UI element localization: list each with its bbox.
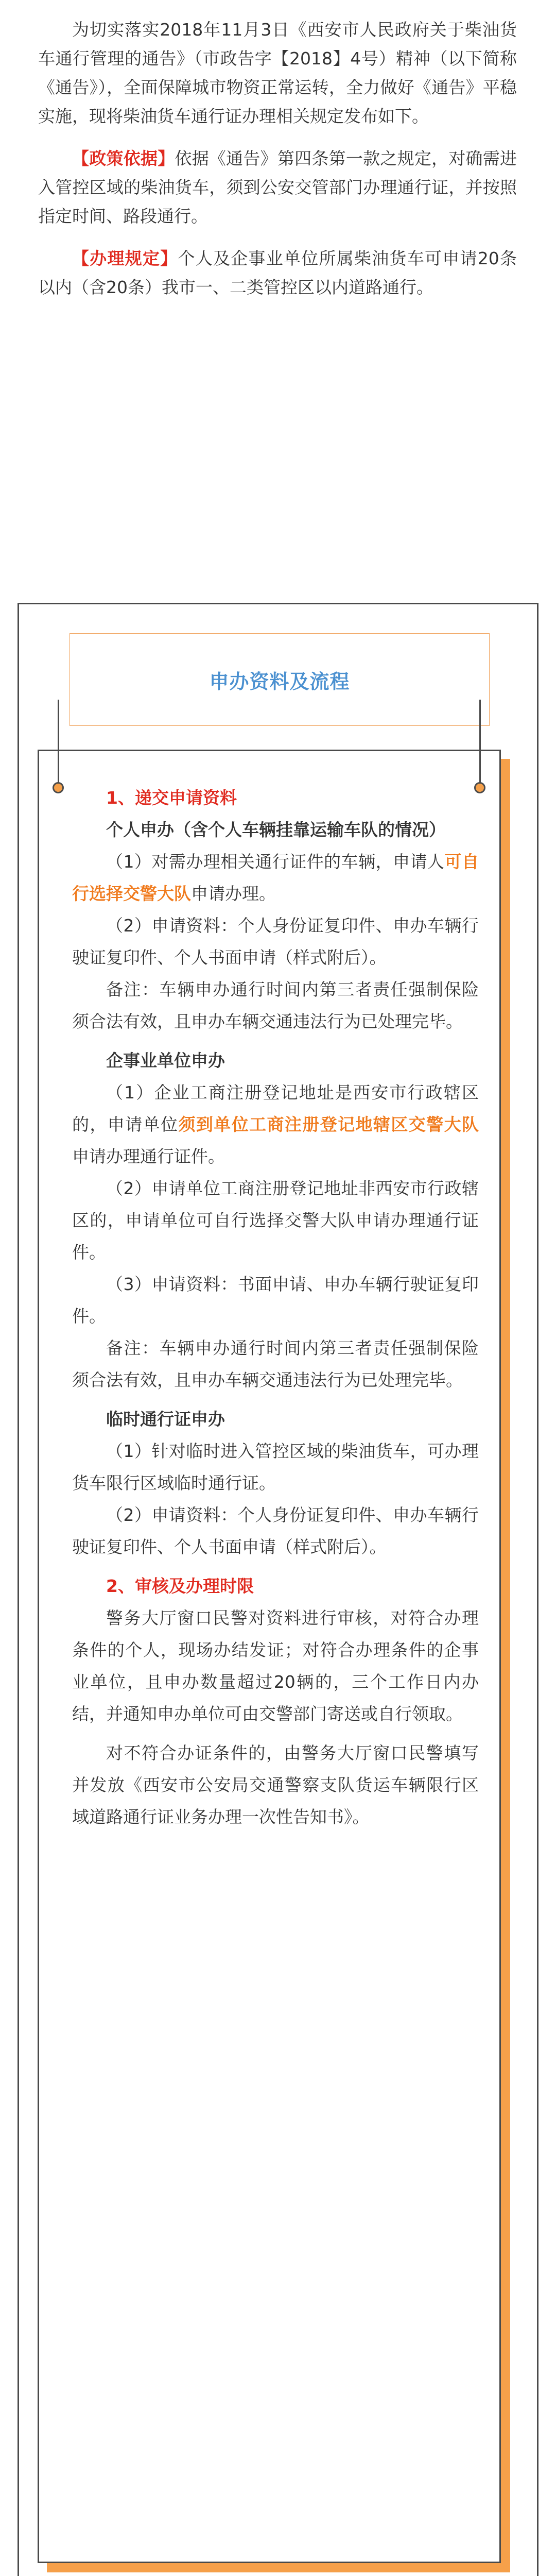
handling-rules-paragraph: [38, 244, 517, 302]
process-frame: [18, 603, 538, 2576]
enterprise-item-1: [72, 1077, 479, 1173]
pin-stem-right: [479, 700, 481, 783]
personal-item-2: （2）申请资料：个人身份证复印件、申办车辆行驶证复印件、个人书面申请（样式附后）。: [72, 916, 479, 968]
section-title: 申办资料及流程: [209, 670, 350, 693]
personal-item-1: [72, 846, 479, 910]
heading-review-time-limit: 2、审核及办理时限: [106, 1576, 254, 1596]
enterprise-item-1-text: （1）企业工商注册登记地址是西安市行政辖区的，申请单位: [72, 1082, 479, 1134]
pin-stem-left: [58, 700, 59, 783]
enterprise-item-1-highlight: 须到单位工商注册登记地辖区交警大队: [178, 1114, 479, 1134]
review-paragraph-2: 对不符合办证条件的，由警务大厅窗口民警填写并发放《西安市公安局交通警察支队货运车辆限行区域道路通行证业务办理一次性告知书》。: [72, 1743, 479, 1827]
policy-basis-text: 依据《通告》第四条第一款之规定，对确需进入管控区域的柴油货车，须到公安交管部门办理通行证，并按照指定时间、路段通行。: [38, 148, 517, 226]
heading-personal-application: 个人申办（含个人车辆挂靠运输车队的情况）: [106, 820, 446, 840]
heading-enterprise-application: 企事业单位申办: [106, 1050, 225, 1071]
enterprise-item-1-tail: 申请办理通行证件。: [72, 1146, 225, 1166]
intro-section: [38, 15, 517, 315]
personal-item-1-tail: 申请办理。: [191, 884, 276, 904]
enterprise-item-3: （3）申请资料：书面申请、申办车辆行驶证复印件。: [72, 1274, 479, 1326]
section-title-box: [70, 633, 490, 726]
handling-rules-tag: 【办理规定】: [72, 248, 178, 268]
policy-basis-paragraph: [38, 144, 517, 231]
personal-note: 备注：车辆申办通行时间内第三者责任强制保险须合法有效，且申办车辆交通违法行为已处理完毕。: [72, 979, 479, 1031]
heading-temporary-permit: 临时通行证申办: [106, 1409, 225, 1429]
enterprise-note: 备注：车辆申办通行时间内第三者责任强制保险须合法有效，且申办车辆交通违法行为已处理完毕。: [72, 1338, 479, 1390]
temporary-item-1: （1）针对临时进入管控区域的柴油货车，可办理货车限行区域临时通行证。: [72, 1441, 479, 1493]
policy-basis-tag: 【政策依据】: [72, 148, 175, 168]
review-paragraph-1: 警务大厅窗口民警对资料进行审核，对符合办理条件的个人，现场办结发证；对符合办理条件的企事业单位，且申办数量超过20辆的，三个工作日内办结，并通知申办单位可由交警部门寄送或自行领取。: [72, 1608, 479, 1724]
temporary-item-2: （2）申请资料：个人身份证复印件、申办车辆行驶证复印件、个人书面申请（样式附后）。: [72, 1505, 479, 1557]
pin-left-icon: [53, 782, 64, 793]
personal-item-1-highlight: 可自行选择交警大队: [72, 852, 479, 904]
heading-submit-materials: 1、递交申请资料: [106, 788, 237, 808]
handling-rules-text: 个人及企事业单位所属柴油货车可申请20条以内（含20条）我市一、二类管控区以内道路通行。: [38, 248, 517, 297]
intro-paragraph: 为切实落实2018年11月3日《西安市人民政府关于柴油货车通行管理的通告》（市政告字【2018】4号）精神（以下简称《通告》），全面保障城市物资正常运转，全力做好《通告》平稳实施，现将柴油货车通行证办理相关规定发布如下。: [38, 20, 517, 126]
paper-card: [38, 750, 501, 2563]
enterprise-item-2: （2）申请单位工商注册登记地址非西安市行政辖区的，申请单位可自行选择交警大队申请办理通行证件。: [72, 1178, 479, 1262]
process-content: [72, 782, 479, 1833]
personal-item-1-text: （1）对需办理相关通行证件的车辆，申请人: [106, 852, 445, 872]
